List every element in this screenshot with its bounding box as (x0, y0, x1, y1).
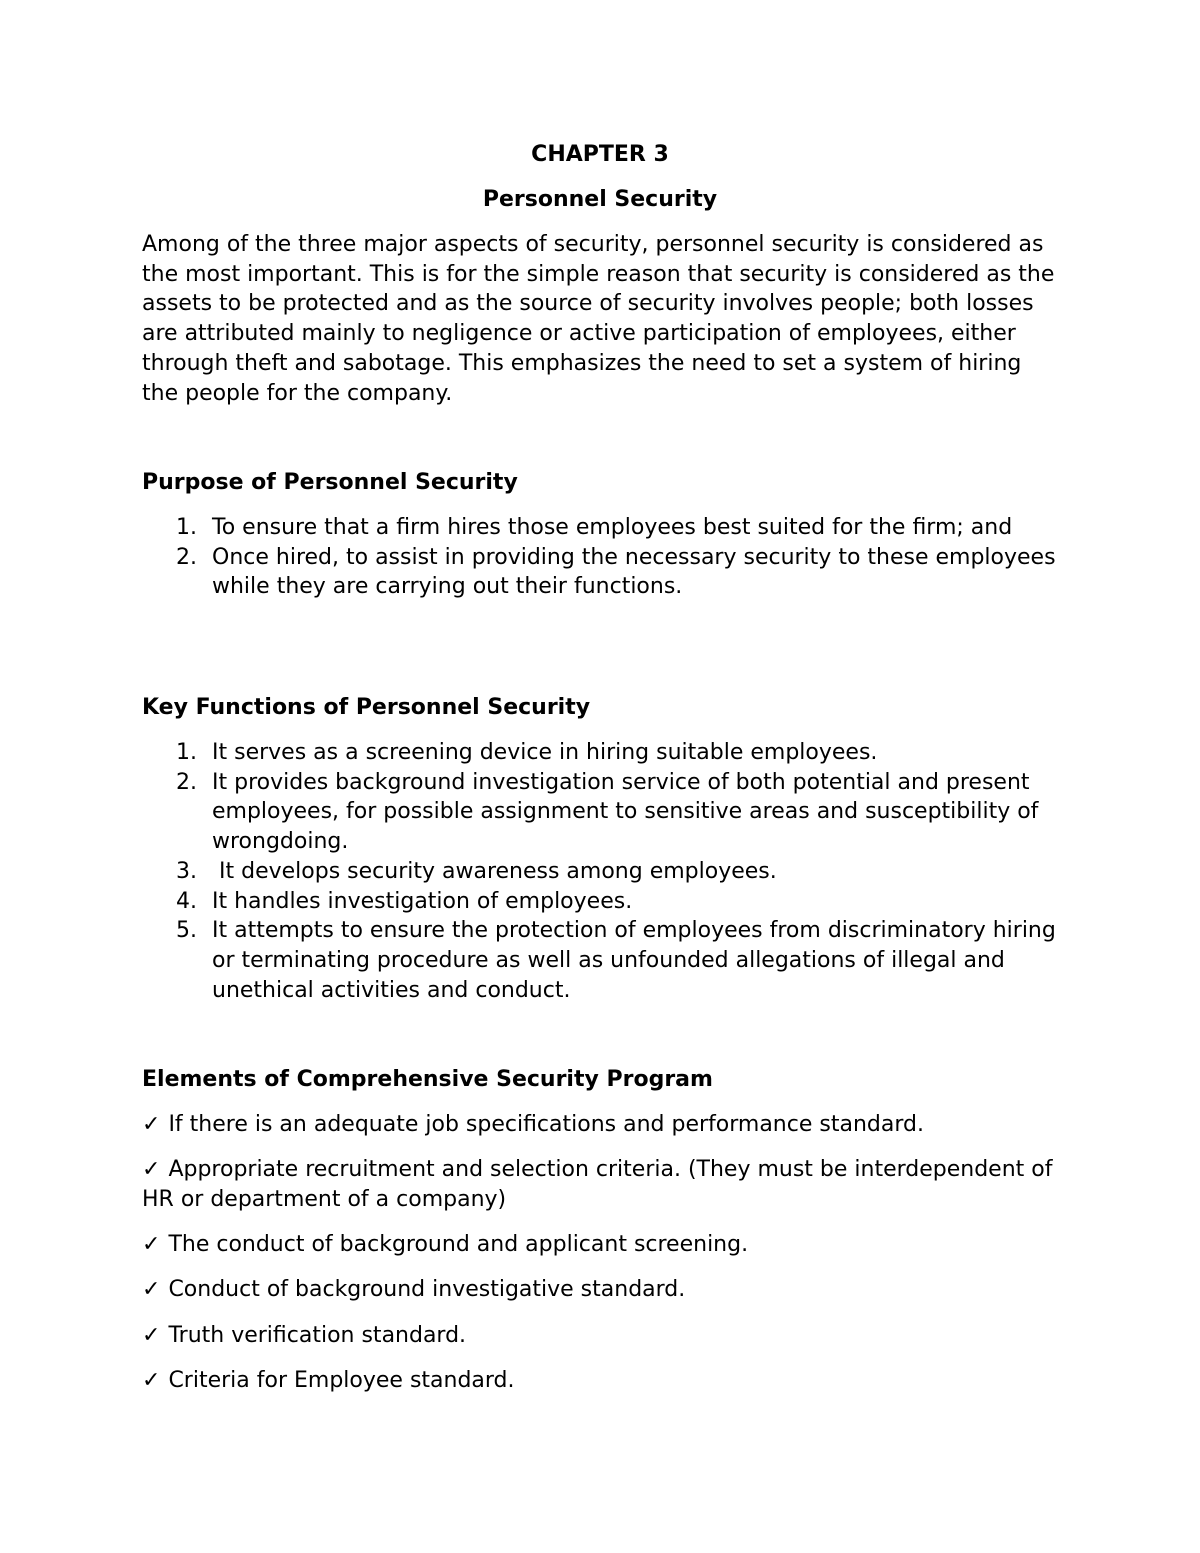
key-functions-list (142, 738, 1062, 1005)
list-text: It handles investigation of employees. (212, 888, 633, 914)
list-item (142, 857, 1062, 887)
list-number: 1. (176, 740, 197, 765)
check-icon: ✓ (142, 1367, 161, 1393)
purpose-heading: Purpose of Personnel Security (142, 470, 518, 495)
elements-heading: Elements of Comprehensive Security Program (142, 1067, 713, 1092)
list-text: Truth verification standard. (168, 1322, 467, 1348)
purpose-list (142, 513, 1062, 602)
list-number: 2. (176, 769, 197, 795)
list-number: 4. (176, 888, 197, 914)
list-item (142, 738, 1062, 768)
check-icon: ✓ (142, 1322, 161, 1348)
list-text: If there is an adequate job specifications and performance standard. (168, 1112, 924, 1137)
list-item (142, 1110, 1062, 1140)
list-number: 5. (176, 918, 197, 944)
list-number: 2. (176, 544, 197, 570)
list-text: It provides background investigation service of both potential and present employees, for possible assignment to sensitive areas and susceptibility of wrongdoing. (212, 769, 1039, 855)
list-text: It attempts to ensure the protection of employees from discriminatory hiring or terminating procedure as well as unfounded allegations of illegal and unethical activities and conduct. (212, 918, 1056, 1003)
list-text: The conduct of background and applicant screening. (168, 1232, 749, 1258)
list-item (142, 887, 1062, 917)
check-icon: ✓ (142, 1232, 161, 1258)
list-text: It serves as a screening device in hiring suitable employees. (212, 740, 878, 765)
list-item (142, 513, 1062, 543)
list-number: 1. (176, 515, 197, 540)
list-item (142, 768, 1062, 857)
list-text: Conduct of background investigative standard. (168, 1277, 686, 1303)
list-item (142, 1366, 1062, 1396)
check-icon: ✓ (142, 1277, 161, 1303)
list-text: Criteria for Employee standard. (168, 1367, 515, 1393)
list-item (142, 543, 1062, 602)
intro-paragraph: Among of the three major aspects of security, personnel security is considered as the most important. This is for the simple reason that security is considered as the assets to be protected and as the source of security involves people; both losses are attributed mainly to negligence or active participation of employees, either through theft and sabotage. This emphasizes the need to set a system of hiring the people for the company. (142, 232, 1055, 406)
check-icon: ✓ (142, 1157, 161, 1183)
key-functions-heading: Key Functions of Personnel Security (142, 695, 591, 720)
list-item (142, 1155, 1062, 1214)
list-item (142, 1230, 1062, 1260)
list-item (142, 916, 1062, 1005)
list-text: Once hired, to assist in providing the necessary security to these employees while they are carrying out their functions. (212, 544, 1056, 600)
list-text: Appropriate recruitment and selection criteria. (They must be interdependent of HR or department of a company) (142, 1157, 1053, 1212)
chapter-label: CHAPTER 3 (531, 142, 669, 167)
list-item (142, 1275, 1062, 1305)
check-icon: ✓ (142, 1112, 161, 1137)
list-text: It develops security awareness among employees. (212, 858, 777, 884)
elements-list (142, 1110, 1062, 1411)
list-item (142, 1321, 1062, 1351)
list-text: To ensure that a firm hires those employees best suited for the firm; and (212, 515, 1013, 540)
list-number: 3. (176, 858, 197, 884)
page-title: Personnel Security (482, 187, 718, 212)
